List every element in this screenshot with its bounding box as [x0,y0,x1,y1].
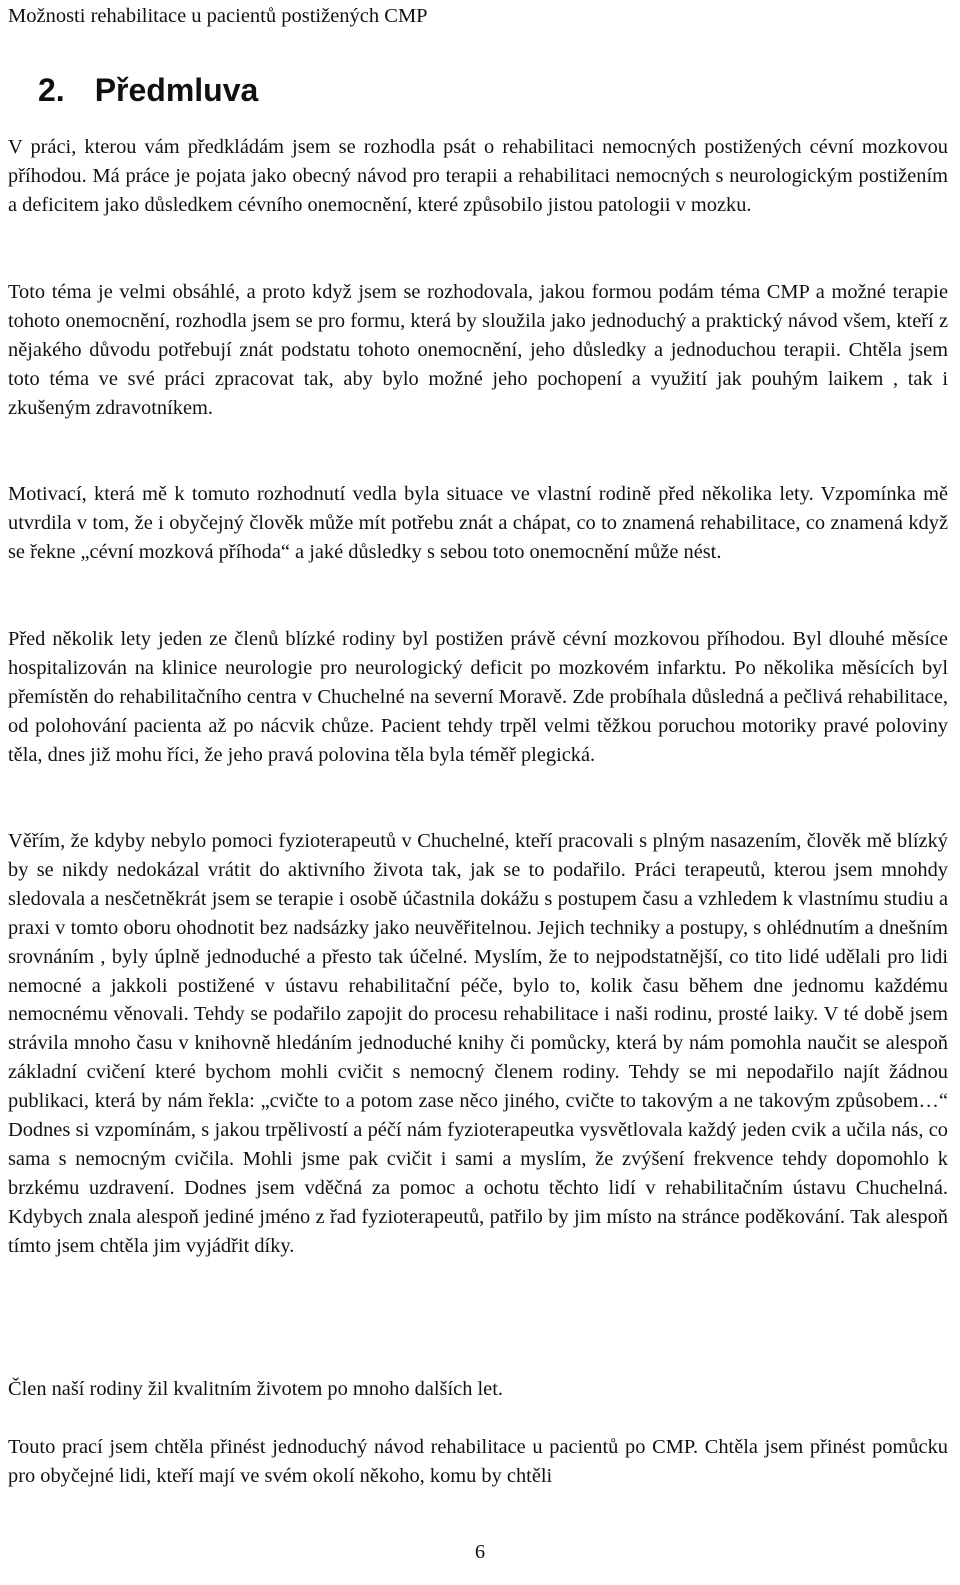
paragraph-family-story: Před několik lety jeden ze členů blízké rodiny byl postižen právě cévní mozkovou příhodou. Byl dlouhé měsíce hospitalizován na klinice neurologie pro neurologický deficit po mozkovém infarktu. Po několika měsících byl přemístěn do rehabilitačního centra v Chuchelné na severní Moravě. Zde probíhala důsledná a pečlivá rehabilitace, od polohování pacienta až po nácvik chůze. Pacient tehdy trpěl velmi těžkou poruchou motoriky pravé poloviny těla, dnes již mohu říci, že jeho pravá polovina těla byla téměř plegická. [8,628,948,766]
paragraph-therapists: Věřím, že kdyby nebylo pomoci fyzioterapeutů v Chuchelné, kteří pracovali s plným nasazením, člověk mě blízký by se nikdy nedokázal vrátit do aktivního života tak, jak se to podařilo. Práci terapeutů, kterou jsem mnohdy sledovala a nesčetněkrát jsem se terapie i osobě účastnila dokážu s postupem času a vzhledem k vlastnímu studiu a praxi v tomto oboru ohodnotit bez nadsázky jako neuvěřitelnou. Jejich techniky a postupy, s ohlédnutím a dnešním srovnáním , byly úplně jednoduché a přesto tak účelné. Myslím, že to nejpodstatnější, co tito lidé udělali pro lidi nemocné a jakkoli postižené v ústavu rehabilitační péče, bylo to, kolik času během dne jednomu každému nemocnému věnovali. Tehdy se podařilo zapojit do procesu rehabilitace i naši rodinu, prosté laiky. V té době jsem strávila mnoho času v knihovně hledáním jednoduché knihy či pomůcky, která by nám pomohla naučit se alespoň základní cvičení které bychom mohli cvičit s nemocný členem rodiny. Tehdy se mi nepodařilo najít žádnou publikaci, která by nám řekla: „cvičte to a potom zase něco jiného, cvičte to takovým a ne takovým způsobem…“ Dodnes si vzpomínám, s jakou trpělivostí a péčí nám fyzioterapeutka vysvětlovala každý jeden cvik a učila nás, co sama s nemocným cvičila. Mohli jsme pak cvičit i sami a myslím, že zvýšení frekvence tehdy dopomohlo k brzkému uzdravení. Dodnes jsem vděčná za pomoc a ochotu těchto lidí v rehabilitačním ústavu Chuchelná. Kdybych znala alespoň jediné jméno z řad fyzioterapeutů, patřilo by jim místo na stránce poděkování. Tak alespoň tímto jsem chtěla jim vyjádřit díky. [8,830,948,1257]
paragraph-motivation: Motivací, která mě k tomuto rozhodnutí vedla byla situace ve vlastní rodině před několika lety. Vzpomínka mě utvrdila v tom, že i obyčejný člověk může mít potřebu znát a chápat, co to znamená rehabilitace, co znamená když se řekne „cévní mozková příhoda“ a jaké důsledky s sebou toto onemocnění může nést. [8,483,948,563]
running-header: Možnosti rehabilitace u pacientů postižených CMP [8,5,428,27]
section-title: Předmluva [94,72,259,108]
paragraph-topic: Toto téma je velmi obsáhlé, a proto když jsem se rozhodovala, jakou formou podám téma CMP a možné terapie tohoto onemocnění, rozhodla jsem se pro formu, která by sloužila jako jednoduchý a praktický návod všem, kteří z nějakého důvodu potřebují znát podstatu tohoto onemocnění, jeho důsledky a jednoduchou terapii. Chtěla jsem toto téma ve své práci zpracovat tak, aby bylo možné jeho pochopení a využití jak pouhým laikem , tak i zkušeným zdravotníkem. [8,281,948,419]
section-heading [38,72,258,108]
paragraph-purpose: Touto prací jsem chtěla přinést jednoduchý návod rehabilitace u pacientů po CMP. Chtěla jsem přinést pomůcku pro obyčejné lidi, kteří mají ve svém okolí někoho, komu by chtěli [8,1436,948,1487]
paragraph-family-member: Člen naší rodiny žil kvalitním životem po mnoho dalších let. [8,1378,503,1400]
page-number: 6 [474,1541,486,1563]
section-number: 2. [38,72,65,108]
paragraph-intro: V práci, kterou vám předkládám jsem se rozhodla psát o rehabilitaci nemocných postižených cévní mozkovou příhodou. Má práce je pojata jako obecný návod pro terapii a rehabilitaci nemocných s neurologickým postižením a deficitem jako důsledkem cévního onemocnění, které způsobilo jistou patologii v mozku. [8,136,948,216]
